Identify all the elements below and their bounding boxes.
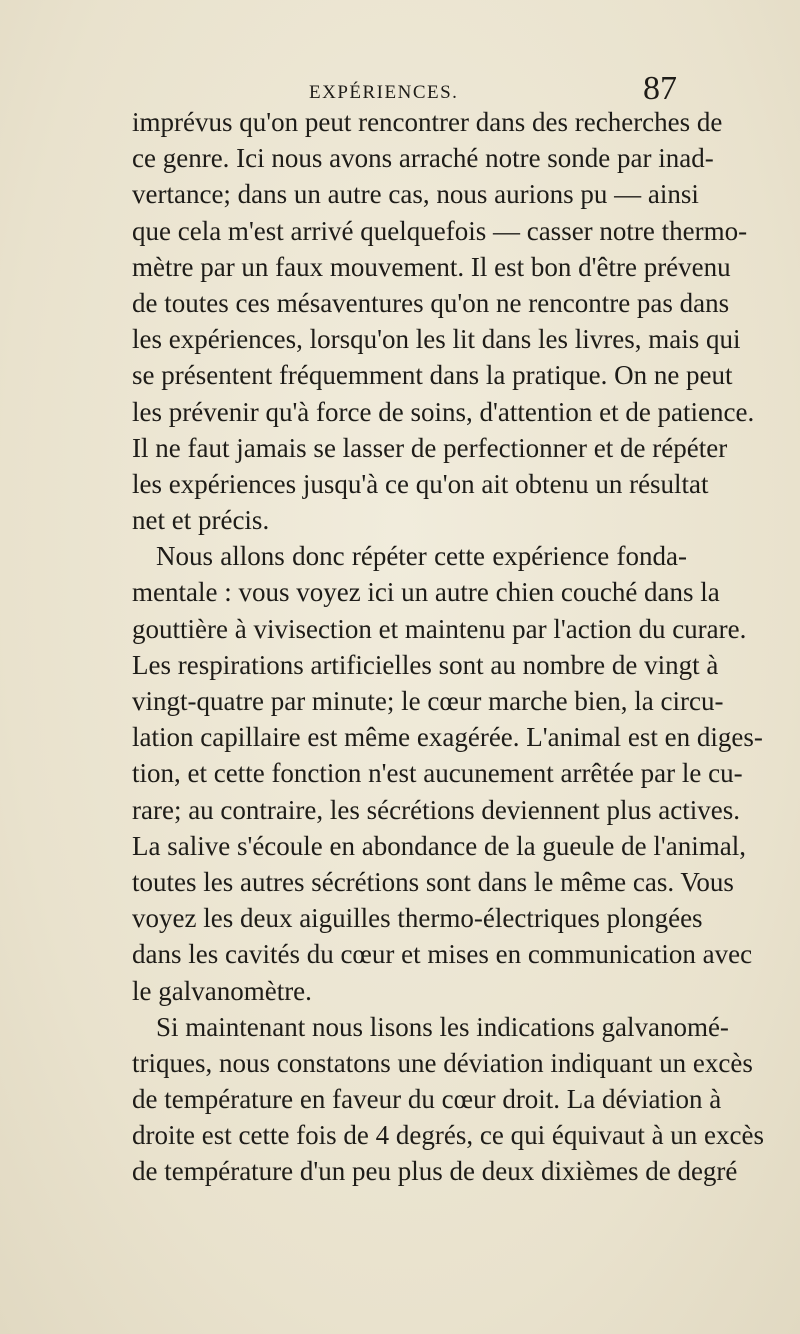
paragraph-end-line: net et précis.: [132, 505, 270, 536]
paragraph-end-line: le galvanomètre.: [132, 975, 312, 1006]
text-line: imprévus qu'on peut rencontrer dans des recherches de: [132, 107, 723, 137]
running-title: EXPÉRIENCES.: [309, 82, 459, 103]
text-line: tion, et cette fonction n'est aucunement arrêtée par le cu-: [132, 758, 743, 789]
text-line: triques, nous constatons une déviation indiquant un excès: [132, 1047, 753, 1078]
paragraph-start-line: Si maintenant nous lisons les indications galvanomé-: [156, 1011, 729, 1042]
text-line: ce genre. Ici nous avons arraché notre sonde par inad-: [132, 143, 714, 174]
text-line: les expériences jusqu'à ce qu'on ait obtenu un résultat: [132, 468, 709, 499]
text-line: vertance; dans un autre cas, nous aurions pu — ainsi: [132, 179, 699, 210]
text-line: que cela m'est arrivé quelquefois — casser notre thermo-: [132, 215, 748, 246]
text-line: toutes les autres sécrétions sont dans le même cas. Vous: [132, 866, 734, 897]
text-line: gouttière à vivisection et maintenu par l'action du curare.: [132, 613, 747, 644]
text-line: La salive s'écoule en abondance de la gueule de l'animal,: [132, 830, 746, 861]
text-line: se présentent fréquemment dans la pratique. On ne peut: [132, 360, 733, 391]
text-line: de température en faveur du cœur droit. La déviation à: [132, 1084, 722, 1115]
text-line: mentale : vous voyez ici un autre chien couché dans la: [132, 577, 720, 608]
paragraph-start-line: Nous allons donc répéter cette expérience fonda-: [156, 541, 687, 572]
text-line: Il ne faut jamais se lasser de perfectionner et de répéter: [132, 432, 728, 463]
text-line: vingt-quatre par minute; le cœur marche bien, la circu-: [132, 686, 724, 716]
text-line: droite est cette fois de 4 degrés, ce qui équivaut à un excès: [132, 1120, 765, 1151]
text-line: les expériences, lorsqu'on les lit dans les livres, mais qui: [132, 324, 741, 355]
text-line: voyez les deux aiguilles thermo-électriques plongées: [132, 903, 703, 934]
text-line: de température d'un peu plus de deux dixièmes de degré: [132, 1156, 738, 1187]
text-line: Les respirations artificielles sont au nombre de vingt à: [132, 649, 719, 680]
text-line: dans les cavités du cœur et mises en communication avec: [132, 939, 753, 970]
text-line: lation capillaire est même exagérée. L'animal est en diges-: [132, 722, 763, 753]
text-line: rare; au contraire, les sécrétions deviennent plus actives.: [132, 794, 741, 825]
text-line: mètre par un faux mouvement. Il est bon d'être prévenu: [132, 251, 731, 282]
text-line: de toutes ces mésaventures qu'on ne rencontre pas dans: [132, 287, 730, 318]
body-text: [132, 104, 765, 1190]
text-line: les prévenir qu'à force de soins, d'attention et de patience.: [132, 396, 755, 427]
page-number: 87: [643, 70, 677, 107]
